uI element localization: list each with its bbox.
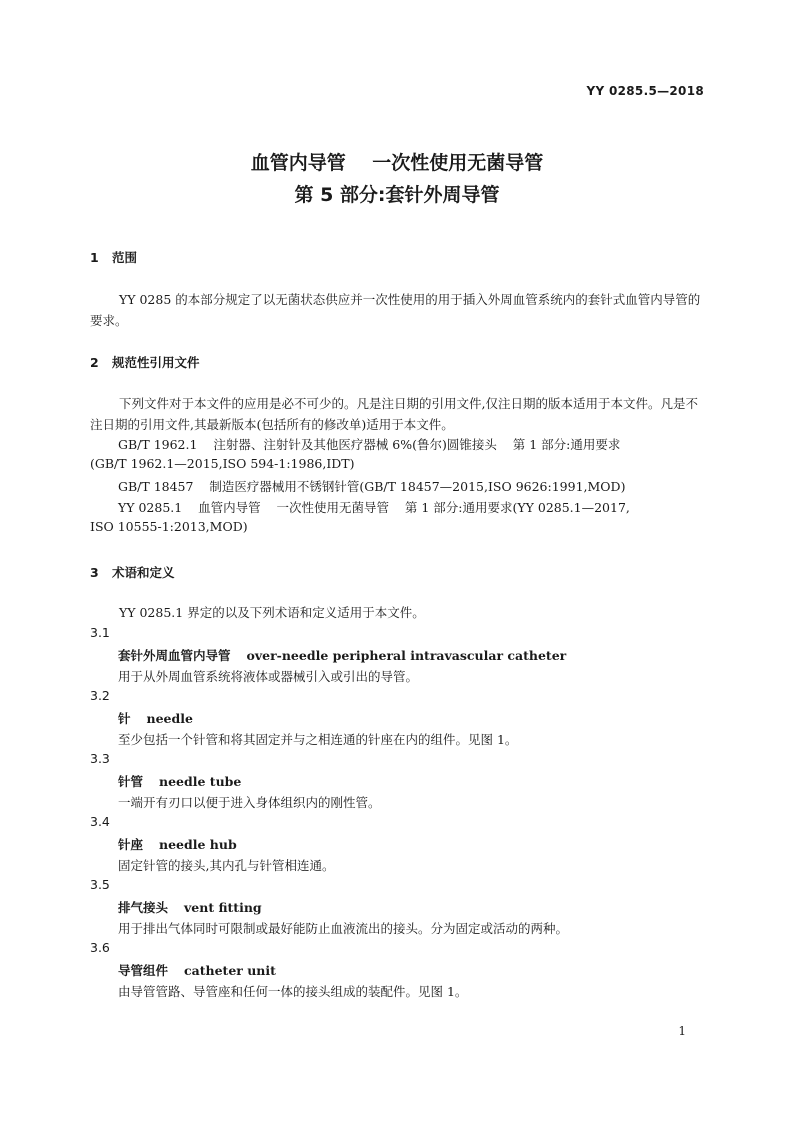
term-number: 3.1 xyxy=(90,625,110,640)
term-definition: 由导管管路、导管座和任何一体的接头组成的装配件。见图 1。 xyxy=(118,984,468,999)
term-en: over-needle peripheral intravascular catheter xyxy=(246,648,567,663)
term-en: vent fitting xyxy=(184,900,262,915)
term-definition: 一端开有刃口以便于进入身体组织内的刚性管。 xyxy=(118,795,381,810)
section-heading-normative-references xyxy=(90,353,200,371)
term-zh: 针管 xyxy=(118,774,144,789)
document-subtitle: 第 5 部分:套针外周导管 xyxy=(294,184,500,206)
term-en: catheter unit xyxy=(184,963,276,978)
document-title: 血管内导管 一次性使用无菌导管 xyxy=(250,152,544,174)
term-definition: 至少包括一个针管和将其固定并与之相连通的针座在内的组件。见图 1。 xyxy=(118,732,518,747)
term-zh: 导管组件 xyxy=(118,963,169,978)
reference-entry: YY 0285.1 血管内导管 一次性使用无菌导管 第 1 部分:通用要求(YY 0285.1—2017, xyxy=(118,500,630,515)
scope-paragraph: YY 0285 的本部分规定了以无菌状态供应并一次性使用的用于插入外周血管系统内的套针式血管内导管的要求。 xyxy=(90,292,701,328)
page-number: 1 xyxy=(678,1024,686,1038)
term-en: needle hub xyxy=(159,837,237,852)
term-zh: 套针外周血管内导管 xyxy=(118,648,231,663)
term-zh: 排气接头 xyxy=(118,900,169,915)
term-heading xyxy=(118,961,276,979)
reference-entry: GB/T 1962.1 注射器、注射针及其他医疗器械 6%(鲁尔)圆锥接头 第 1 部分:通用要求 xyxy=(118,437,621,452)
term-number: 3.3 xyxy=(90,751,110,766)
reference-entry-continuation: (GB/T 1962.1—2015,ISO 594-1:1986,IDT) xyxy=(90,456,355,471)
terms-paragraph: YY 0285.1 界定的以及下列术语和定义适用于本文件。 xyxy=(119,605,425,620)
term-definition: 用于从外周血管系统将液体或器械引入或引出的导管。 xyxy=(118,669,419,684)
term-number: 3.6 xyxy=(90,940,110,955)
section-number: 3 xyxy=(90,565,99,580)
term-heading xyxy=(118,835,237,853)
reference-entry-continuation: ISO 10555-1:2013,MOD) xyxy=(90,519,248,534)
reference-entry: GB/T 18457 制造医疗器械用不锈钢针管(GB/T 18457—2015,ISO 9626:1991,MOD) xyxy=(118,479,626,494)
section-number: 2 xyxy=(90,355,99,370)
term-definition: 用于排出气体同时可限制或最好能防止血液流出的接头。分为固定或活动的两种。 xyxy=(118,921,569,936)
document-code: YY 0285.5—2018 xyxy=(586,84,704,98)
term-zh: 针 xyxy=(118,711,131,726)
section-title: 术语和定义 xyxy=(112,565,175,580)
term-heading xyxy=(118,772,241,790)
term-en: needle tube xyxy=(159,774,242,789)
section-heading-scope xyxy=(90,248,137,266)
term-zh: 针座 xyxy=(118,837,144,852)
term-en: needle xyxy=(146,711,193,726)
term-number: 3.5 xyxy=(90,877,110,892)
references-paragraph: 下列文件对于本文件的应用是必不可少的。凡是注日期的引用文件,仅注日期的版本适用于本文件。凡是不注日期的引用文件,其最新版本(包括所有的修改单)适用于本文件。 xyxy=(90,396,698,432)
section-title: 范围 xyxy=(112,250,138,265)
term-number: 3.4 xyxy=(90,814,110,829)
term-heading xyxy=(118,898,262,916)
term-heading xyxy=(118,709,193,727)
term-number: 3.2 xyxy=(90,688,110,703)
term-definition: 固定针管的接头,其内孔与针管相连通。 xyxy=(118,858,335,873)
term-heading xyxy=(118,646,566,664)
section-heading-terms xyxy=(90,563,175,581)
section-number: 1 xyxy=(90,250,99,265)
section-title: 规范性引用文件 xyxy=(112,355,200,370)
